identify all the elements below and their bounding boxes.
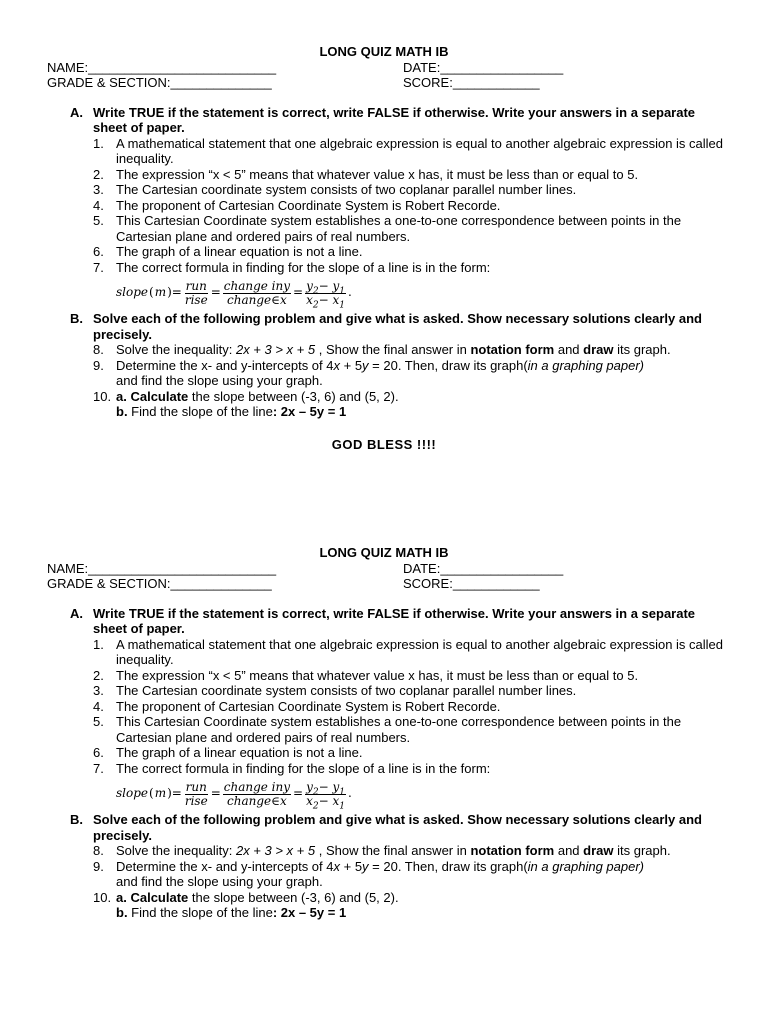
subscript: 1 <box>339 299 345 310</box>
item-number: 6. <box>93 244 104 259</box>
inequality-expr: 2x + 3 > x + 5 <box>235 843 316 858</box>
item-text: The expression “x < 5” means that whatever value x has, it must be less than or equal to 5. <box>116 667 639 683</box>
quiz-copy-2 <box>0 545 768 921</box>
item-number: 1. <box>93 636 104 652</box>
list-item <box>0 843 728 859</box>
equals-sign: = <box>293 285 304 300</box>
part-letter: b. <box>116 905 128 920</box>
item-text: , Show the final answer in <box>315 843 471 858</box>
item-text: = 20. Then, draw its graph( <box>368 858 528 874</box>
item-number: 10. <box>93 889 112 905</box>
bold-text: Calculate <box>130 388 189 404</box>
fraction-run-rise <box>184 280 209 307</box>
period: . <box>348 786 352 801</box>
item-text: Solve the inequality: <box>116 342 236 357</box>
section-a-letter: A. <box>70 605 83 621</box>
subscript: 2 <box>312 800 319 811</box>
item-text: Find the slope of the line <box>127 905 273 920</box>
fraction-run-rise <box>184 781 209 808</box>
slope-formula <box>0 776 768 812</box>
item-text: The Cartesian coordinate system consists of two coplanar parallel number lines. <box>116 182 577 197</box>
date-field: DATE:_________________ <box>403 560 564 576</box>
item-number: 4. <box>93 197 104 213</box>
score-field: SCORE:____________ <box>403 75 540 90</box>
bold-text: Calculate <box>130 889 189 905</box>
item-text: This Cartesian Coordinate system establishes a one-to-one correspondence between points in the Cartesian plane and ordered pairs of real numbers. <box>116 213 682 244</box>
denominator: rise <box>184 292 208 307</box>
numerator: change iny <box>223 278 291 293</box>
list-item <box>0 198 728 214</box>
item-text: = 20. Then, draw its graph( <box>368 357 528 373</box>
list-item <box>0 260 728 276</box>
denominator: rise <box>184 793 208 808</box>
part-letter: b. <box>116 404 128 419</box>
quiz-title: LONG QUIZ MATH IB <box>319 44 449 59</box>
header-row-grade <box>0 75 768 91</box>
formula-paren: )= <box>167 786 182 801</box>
item-text: The Cartesian coordinate system consists of two coplanar parallel number lines. <box>116 683 577 698</box>
item-text: and find the slope using your graph. <box>116 874 323 889</box>
fraction-coordinates <box>305 278 346 310</box>
item-text: The graph of a linear equation is not a line. <box>116 745 363 760</box>
subscript: 2 <box>312 285 319 296</box>
list-item <box>0 699 728 715</box>
quiz-copy-1 <box>0 44 768 420</box>
section-b-heading-text: Solve each of the following problem and give what is asked. Show necessary solutions clearly and precisely. <box>93 311 703 342</box>
item-text: Solve the inequality: <box>116 843 236 858</box>
list-item <box>0 905 768 921</box>
formula-lhs: slope <box>116 786 149 801</box>
denominator <box>305 292 346 310</box>
item-text: its graph. <box>613 843 671 858</box>
item-text: Determine the x- and y-intercepts of 4 <box>116 858 334 874</box>
equals-sign: = <box>210 786 221 801</box>
italic-text: in a graphing paper) <box>527 357 645 373</box>
item-number: 8. <box>93 342 104 357</box>
list-item <box>0 668 728 684</box>
denominator: change∈x <box>227 292 287 307</box>
list-item <box>0 244 728 260</box>
var-x: x <box>333 858 340 874</box>
part-letter: a. <box>116 388 127 404</box>
var: y <box>306 779 313 794</box>
var: x <box>306 793 313 808</box>
formula-paren: )= <box>167 285 182 300</box>
fraction-change <box>223 280 291 307</box>
item-text: and find the slope using your graph. <box>116 373 323 388</box>
var-y: y <box>362 357 369 373</box>
header-row-name <box>0 60 768 76</box>
numerator: change iny <box>223 779 291 794</box>
equation: : 2x – 5y = 1 <box>272 404 347 419</box>
section-a-heading <box>0 105 703 136</box>
numerator: run <box>185 779 207 794</box>
header-row-name <box>0 561 768 577</box>
item-text: and <box>554 843 584 858</box>
equals-sign: = <box>293 786 304 801</box>
formula-lhs: slope <box>116 285 149 300</box>
item-text: and <box>554 342 584 357</box>
list-item <box>0 404 768 420</box>
item-text: the slope between (-3, 6) and (5, 2). <box>188 388 399 404</box>
list-item <box>0 859 728 890</box>
list-item <box>0 890 728 906</box>
list-item <box>0 358 728 389</box>
var-x: x <box>333 357 340 373</box>
var: − x <box>318 292 340 307</box>
list-item <box>0 745 728 761</box>
section-a <box>0 105 768 312</box>
grade-section-field: GRADE & SECTION:______________ <box>47 75 272 90</box>
list-item <box>0 637 728 668</box>
var: y <box>306 278 313 293</box>
subscript: 2 <box>312 786 319 797</box>
list-item <box>0 683 728 699</box>
closing-text: GOD BLESS !!!! <box>331 437 437 452</box>
subscript: 1 <box>339 786 345 797</box>
var-y: y <box>362 858 369 874</box>
item-text: , Show the final answer in <box>315 342 471 357</box>
italic-text: in a graphing paper) <box>527 858 645 874</box>
name-field: NAME:__________________________ <box>47 59 277 75</box>
fraction-change <box>223 781 291 808</box>
item-text: the slope between (-3, 6) and (5, 2). <box>188 889 399 905</box>
item-text: + 5 <box>340 357 363 373</box>
fraction-coordinates <box>305 779 346 811</box>
section-a-heading <box>0 606 703 637</box>
score-field: SCORE:____________ <box>403 576 540 591</box>
item-number: 9. <box>93 357 104 373</box>
list-item <box>0 213 728 244</box>
denominator <box>305 793 346 811</box>
item-number: 5. <box>93 213 104 228</box>
section-b <box>0 311 768 420</box>
section-a-heading-text: Write TRUE if the statement is correct, write FALSE if otherwise. Write your answers in a separate sheet of paper. <box>93 104 696 135</box>
period: . <box>348 285 352 300</box>
bold-text: notation form <box>470 843 555 858</box>
formula-m: m <box>154 285 167 300</box>
equation: : 2x – 5y = 1 <box>272 905 347 920</box>
item-number: 6. <box>93 745 104 760</box>
item-number: 3. <box>93 683 104 698</box>
item-number: 7. <box>93 259 104 275</box>
item-text: Find the slope of the line <box>127 404 273 419</box>
item-text: A mathematical statement that one algebraic expression is equal to another algebraic expression is called inequality. <box>116 636 724 667</box>
formula-paren: ( <box>149 786 154 801</box>
quiz-title: LONG QUIZ MATH IB <box>319 545 449 560</box>
item-text: + 5 <box>340 858 363 874</box>
item-text: The correct formula in finding for the slope of a line is in the form: <box>116 259 491 275</box>
list-item <box>0 342 728 358</box>
var: − y <box>318 779 340 794</box>
item-text: The expression “x < 5” means that whatever value x has, it must be less than or equal to 5. <box>116 166 639 182</box>
section-a-letter: A. <box>70 104 83 120</box>
item-number: 8. <box>93 843 104 858</box>
formula-paren: ( <box>149 285 154 300</box>
item-text: Determine the x- and y-intercepts of 4 <box>116 357 334 373</box>
part-letter: a. <box>116 889 127 905</box>
var: − x <box>318 793 340 808</box>
list-item <box>0 182 728 198</box>
var: x <box>306 292 313 307</box>
section-b-letter: B. <box>70 812 83 827</box>
var: − y <box>318 278 340 293</box>
item-number: 5. <box>93 714 104 729</box>
list-item <box>0 136 728 167</box>
denominator: change∈x <box>227 793 287 808</box>
item-text: This Cartesian Coordinate system establishes a one-to-one correspondence between points in the Cartesian plane and ordered pairs of real numbers. <box>116 714 682 745</box>
item-number: 9. <box>93 858 104 874</box>
item-number: 4. <box>93 698 104 714</box>
list-item <box>0 714 728 745</box>
grade-section-field: GRADE & SECTION:______________ <box>47 576 272 591</box>
slope-formula <box>0 275 768 311</box>
item-number: 10. <box>93 388 112 404</box>
section-b <box>0 812 768 921</box>
item-number: 1. <box>93 135 104 151</box>
item-text: The proponent of Cartesian Coordinate System is Robert Recorde. <box>116 197 501 213</box>
numerator <box>305 280 346 294</box>
item-number: 2. <box>93 667 104 683</box>
inequality-expr: 2x + 3 > x + 5 <box>235 342 316 357</box>
item-text: The correct formula in finding for the slope of a line is in the form: <box>116 760 491 776</box>
numerator <box>305 781 346 795</box>
section-b-heading <box>0 311 703 342</box>
equals-sign: = <box>210 285 221 300</box>
formula-m: m <box>154 786 167 801</box>
list-item <box>0 167 728 183</box>
item-number: 3. <box>93 182 104 197</box>
section-b-letter: B. <box>70 311 83 326</box>
item-number: 7. <box>93 760 104 776</box>
item-text: The proponent of Cartesian Coordinate System is Robert Recorde. <box>116 698 501 714</box>
name-field: NAME:__________________________ <box>47 560 277 576</box>
item-text: A mathematical statement that one algebraic expression is equal to another algebraic expression is called inequality. <box>116 135 724 166</box>
list-item <box>0 389 728 405</box>
subscript: 2 <box>312 299 319 310</box>
item-text: The graph of a linear equation is not a line. <box>116 244 363 259</box>
section-b-heading-text: Solve each of the following problem and give what is asked. Show necessary solutions clearly and precisely. <box>93 812 703 843</box>
subscript: 1 <box>339 800 345 811</box>
bold-text: notation form <box>470 342 555 357</box>
date-field: DATE:_________________ <box>403 59 564 75</box>
bold-text: draw <box>583 843 614 858</box>
header-row-grade <box>0 576 768 592</box>
section-a-heading-text: Write TRUE if the statement is correct, write FALSE if otherwise. Write your answers in a separate sheet of paper. <box>93 605 696 636</box>
subscript: 1 <box>339 285 345 296</box>
section-b-heading <box>0 812 703 843</box>
bold-text: draw <box>583 342 614 357</box>
item-number: 2. <box>93 166 104 182</box>
numerator: run <box>185 278 207 293</box>
list-item <box>0 761 728 777</box>
item-text: its graph. <box>613 342 671 357</box>
section-a <box>0 606 768 813</box>
